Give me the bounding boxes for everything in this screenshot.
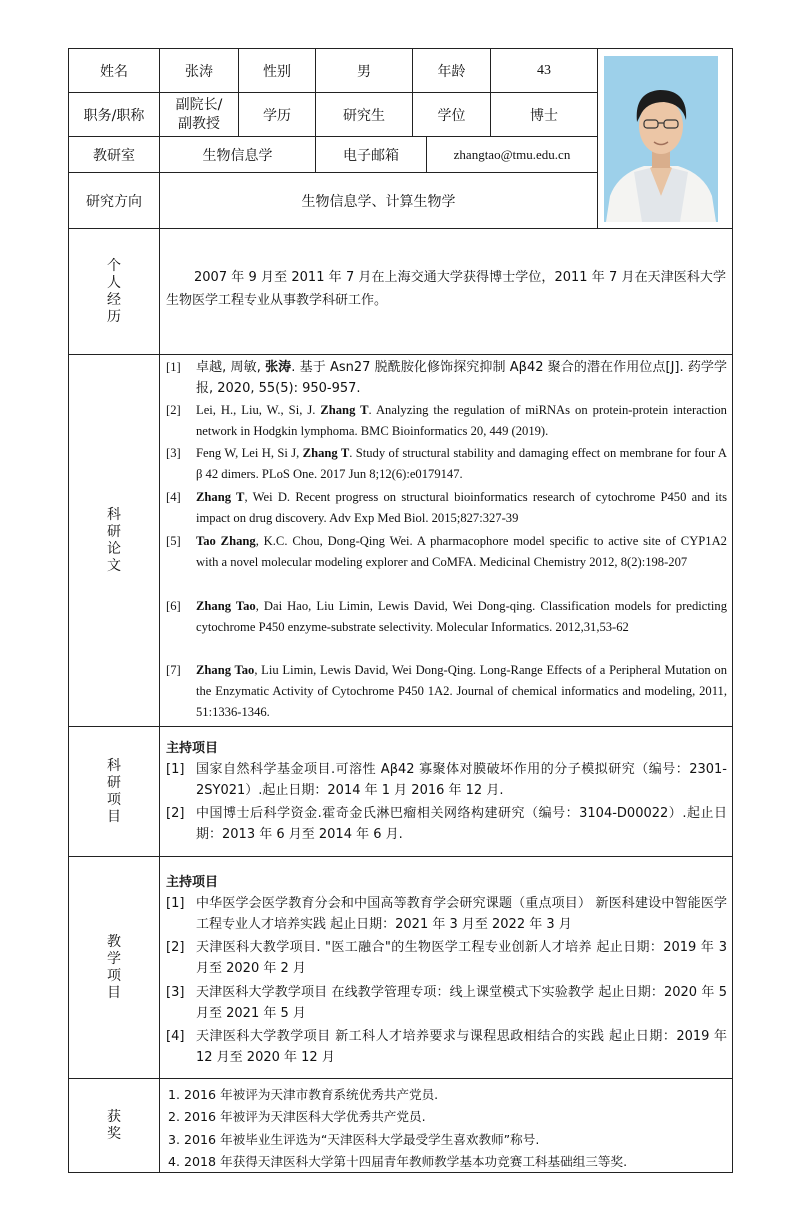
research-project-item bbox=[166, 759, 727, 801]
paper-item bbox=[166, 400, 727, 442]
project-text: 国家自然科学基金项目.可溶性 Aβ42 寡聚体对膜破坏作用的分子模拟研究（编号：2301-2SY021）.起止日期：2014 年 1 月 2016 年 12 月. bbox=[196, 762, 727, 798]
age-label: 年龄 bbox=[437, 63, 466, 80]
project-text: 天津医科大学教学项目 新工科人才培养要求与课程思政相结合的实践 起止日期：2019 年 12 月至 2020 年 12 月 bbox=[196, 1029, 727, 1065]
paper-citation: , Liu Limin, Lewis David, Wei Dong-Qing. Long-Range Effects of a Peripheral Mutation on the Enzymatic Activity of Cytochrome P450 1A2. Journal of chemical informatics and modeling, 2011, 51:1336-1346. bbox=[196, 663, 727, 719]
project-number: [3] bbox=[166, 985, 185, 1000]
papers-label bbox=[69, 355, 159, 726]
project-number: [2] bbox=[166, 806, 185, 821]
paper-highlight-author: Zhang Tao bbox=[196, 599, 256, 613]
paper-citation: , Dai Hao, Liu Limin, Lewis David, Wei Dong-qing. Classification models for predicting cytochrome P450 enzyme-substrate selectivity. Molecular Informatics. 2012,31,53-62 bbox=[196, 599, 727, 634]
teaching-project-item bbox=[166, 937, 727, 979]
paper-item bbox=[166, 443, 727, 485]
teaching-project-item bbox=[166, 893, 727, 935]
paper-item bbox=[166, 487, 727, 529]
table-border-right bbox=[732, 48, 733, 1173]
department-label: 教研室 bbox=[93, 147, 135, 164]
project-number: [4] bbox=[166, 1029, 185, 1044]
position-line-1: 副院长/ bbox=[175, 96, 223, 113]
position-line-2: 副教授 bbox=[178, 115, 220, 132]
paper-authors: 卓越, 周敏, bbox=[196, 360, 266, 375]
paper-highlight-author: Zhang T bbox=[320, 403, 369, 417]
table-border-bottom bbox=[68, 1172, 733, 1173]
row-divider bbox=[68, 228, 733, 229]
paper-item bbox=[166, 596, 727, 638]
paper-highlight-author: Zhang T bbox=[196, 490, 245, 504]
teaching-projects-label-char: 教 bbox=[107, 933, 121, 950]
person-portrait bbox=[604, 56, 718, 222]
project-text: 天津医科大学教学项目 在线教学管理专项：线上课堂模式下实验教学 起止日期：2020 年 5 月至 2021 年 5 月 bbox=[196, 985, 727, 1021]
email-value[interactable]: zhangtao@tmu.edu.cn bbox=[453, 146, 571, 162]
project-number: [2] bbox=[166, 940, 185, 955]
paper-number: [7] bbox=[166, 663, 181, 677]
awards-label-char: 奖 bbox=[107, 1125, 121, 1142]
research-projects-label bbox=[69, 727, 159, 856]
paper-authors: Lei, H., Liu, W., Si, J. bbox=[196, 403, 321, 417]
paper-item bbox=[166, 357, 727, 399]
paper-authors: Feng W, Lei H, Si J, bbox=[196, 446, 303, 460]
research-projects-label-char: 研 bbox=[107, 774, 121, 791]
project-text: 天津医科大教学项目. "医工融合"的生物医学工程专业创新人才培养 起止日期：2019 年 3 月至 2020 年 2 月 bbox=[196, 940, 727, 976]
research-projects-label-char: 目 bbox=[107, 808, 121, 825]
research-direction-value: 生物信息学、计算生物学 bbox=[301, 193, 456, 210]
experience-label-char: 人 bbox=[107, 274, 121, 291]
paper-citation: , Wei D. Recent progress on structural bioinformatics research of cytochrome P450 and its impact on drug discovery. Adv Exp Med Biol. 2015;827:327-39 bbox=[196, 490, 727, 525]
paper-item bbox=[166, 531, 727, 573]
paper-highlight-author: Tao Zhang bbox=[196, 534, 256, 548]
gender-label: 性别 bbox=[263, 63, 291, 80]
research-projects-heading: 主持项目 bbox=[166, 741, 219, 756]
research-direction-label: 研究方向 bbox=[86, 193, 142, 210]
paper-number: [6] bbox=[166, 599, 181, 613]
email-label: 电子邮箱 bbox=[343, 147, 399, 164]
award-item: 4. 2018 年获得天津医科大学第十四届青年教师教学基本功竞赛工科基础组三等奖. bbox=[168, 1154, 628, 1169]
paper-highlight-author: Zhang Tao bbox=[196, 663, 255, 677]
paper-number: [4] bbox=[166, 490, 181, 504]
name-value: 张涛 bbox=[185, 63, 213, 80]
teaching-projects-label-char: 目 bbox=[107, 984, 121, 1001]
education-label: 学历 bbox=[263, 107, 291, 124]
paper-citation: . Analyzing the regulation of miRNAs on protein-protein interaction network in Hodgkin lymphoma. BMC Bioinformatics 20, 449 (2019). bbox=[196, 403, 727, 438]
project-number: [1] bbox=[166, 762, 185, 777]
papers-label-char: 科 bbox=[107, 506, 121, 523]
teaching-project-item bbox=[166, 982, 727, 1024]
paper-number: [1] bbox=[166, 360, 181, 374]
paper-number: [3] bbox=[166, 446, 181, 460]
teaching-projects-label-char: 项 bbox=[107, 967, 121, 984]
research-project-item bbox=[166, 803, 727, 845]
paper-citation: . Study of structural stability and damaging effect on membrane for four A β 42 dimers. PLoS One. 2017 Jun 8;12(6):e0179147. bbox=[196, 446, 727, 481]
row-divider bbox=[68, 354, 733, 355]
teaching-projects-label bbox=[69, 857, 159, 1078]
experience-label-char: 历 bbox=[107, 308, 121, 325]
paper-number: [5] bbox=[166, 534, 181, 548]
paper-highlight-author: Zhang T bbox=[302, 446, 350, 460]
position-value bbox=[160, 93, 238, 136]
project-text: 中国博士后科学资金.霍奇金氏淋巴瘤相关网络构建研究（编号：3104-D00022）.起止日期：2013 年 6 月至 2014 年 6 月. bbox=[196, 806, 727, 842]
experience-label-char: 个 bbox=[107, 257, 121, 274]
degree-label: 学位 bbox=[437, 107, 466, 124]
row-divider bbox=[68, 856, 733, 857]
age-value: 43 bbox=[537, 62, 551, 78]
experience-label bbox=[69, 229, 159, 354]
teaching-projects-label-char: 学 bbox=[107, 950, 121, 967]
award-item: 2. 2016 年被评为天津医科大学优秀共产党员. bbox=[168, 1109, 426, 1124]
paper-citation: , K.C. Chou, Dong-Qing Wei. A pharmacophore model specific to active site of CYP1A2 with a novel molecular modeling explorer and CoMFA. Medicinal Chemistry 2012, 8(2):198-207 bbox=[196, 534, 727, 569]
papers-label-char: 文 bbox=[107, 557, 121, 574]
paper-number: [2] bbox=[166, 403, 181, 417]
project-text: 中华医学会医学教育分会和中国高等教育学会研究课题（重点项目） 新医科建设中智能医学工程专业人才培养实践 起止日期：2021 年 3 月至 2022 年 3 月 bbox=[196, 896, 727, 932]
gender-value: 男 bbox=[357, 63, 371, 80]
papers-label-char: 研 bbox=[107, 523, 121, 540]
row-divider bbox=[68, 726, 733, 727]
paper-citation: . 基于 Asn27 脱酰胺化修饰探究抑制 Aβ42 聚合的潜在作用位点[J]. 药学学报, 2020, 55(5): 950-957. bbox=[196, 360, 728, 396]
research-projects-label-char: 科 bbox=[107, 757, 121, 774]
paper-highlight-author: 张涛 bbox=[265, 360, 292, 375]
education-value: 研究生 bbox=[343, 107, 385, 124]
papers-label-char: 论 bbox=[107, 540, 121, 557]
award-item: 1. 2016 年被评为天津市教育系统优秀共产党员. bbox=[168, 1087, 439, 1102]
name-label: 姓名 bbox=[100, 63, 128, 80]
department-value: 生物信息学 bbox=[202, 147, 273, 164]
profile-photo bbox=[604, 56, 718, 222]
awards-label-char: 获 bbox=[107, 1108, 121, 1125]
teaching-projects-heading: 主持项目 bbox=[166, 875, 219, 890]
position-label: 职务/职称 bbox=[83, 107, 145, 124]
col-divider bbox=[597, 48, 598, 229]
award-item: 3. 2016 年被毕业生评选为“天津医科大学最受学生喜欢教师”称号. bbox=[168, 1132, 540, 1147]
project-number: [1] bbox=[166, 896, 185, 911]
experience-text: 2007 年 9 月至 2011 年 7 月在上海交通大学获得博士学位，2011 年 7 月在天津医科大学生物医学工程专业从事教学科研工作。 bbox=[166, 270, 726, 308]
teaching-project-item bbox=[166, 1026, 727, 1068]
row-divider bbox=[68, 1078, 733, 1079]
paper-item bbox=[166, 660, 727, 723]
awards-label bbox=[69, 1079, 159, 1172]
experience-label-char: 经 bbox=[107, 291, 121, 308]
degree-value: 博士 bbox=[530, 107, 558, 124]
research-projects-label-char: 项 bbox=[107, 791, 121, 808]
